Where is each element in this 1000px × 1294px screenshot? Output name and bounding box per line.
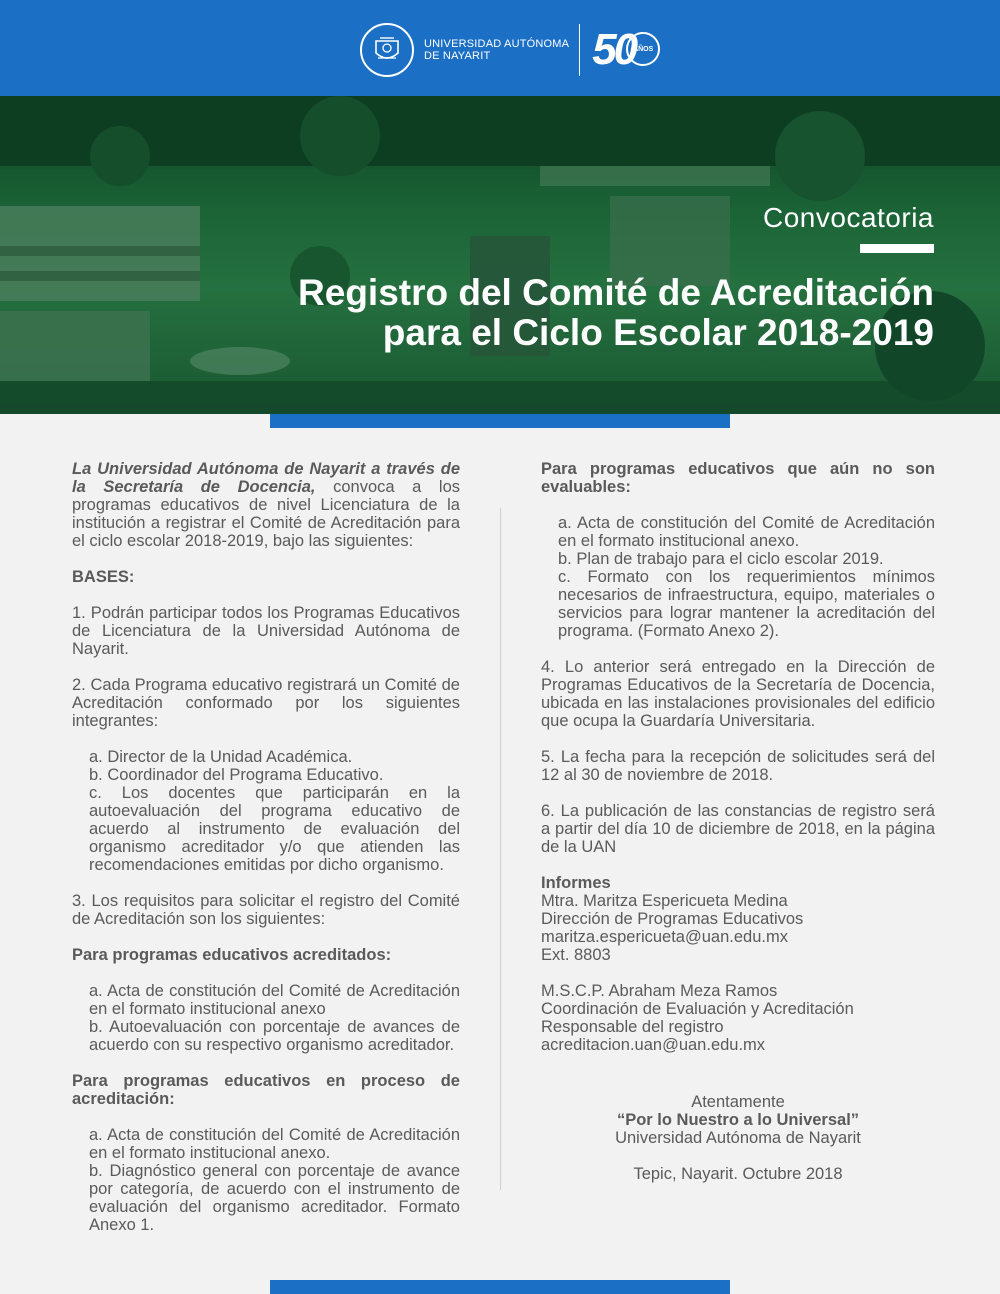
contact-2-email[interactable]: acreditacion.uan@uan.edu.mx — [541, 1036, 766, 1054]
accredited-list — [72, 982, 460, 1054]
bases-heading: BASES: — [72, 568, 135, 586]
base-2: 2. Cada Programa educativo registrará un Comité de Acreditación conformado por los siguientes integrantes: — [72, 676, 460, 730]
base-2-item-a: a. Director de la Unidad Académica. — [89, 748, 353, 766]
university-logo — [360, 22, 664, 78]
base-3: 3. Los requisitos para solicitar el registro del Comité de Acreditación son los siguientes: — [72, 892, 460, 928]
in-process-item-a: a. Acta de constitución del Comité de Acreditación en el formato institucional anexo. — [89, 1126, 460, 1162]
place-date: Tepic, Nayarit. Octubre 2018 — [633, 1165, 843, 1183]
left-column — [72, 460, 460, 1234]
university-seal-icon — [360, 23, 414, 77]
footer-accent-bar — [270, 1280, 730, 1294]
anniversary-logo — [588, 22, 664, 78]
base-1: 1. Podrán participar todos los Programas Educativos de Licenciatura de la Universidad Autónoma de Nayarit. — [72, 604, 460, 658]
page-title — [298, 273, 934, 353]
base-2-item-c: c. Los docentes que participarán en la autoevaluación del programa educativo de acuerdo al instrumento de evaluación del organismo acreditador y/o que atienden las recomendaciones emitidas por dicho organismo. — [89, 784, 460, 874]
closing-salutation: Atentamente — [691, 1093, 785, 1111]
in-process-heading: Para programas educativos en proceso de acreditación: — [72, 1072, 460, 1108]
page-title-line1: Registro del Comité de Acreditación — [298, 272, 934, 313]
column-divider — [500, 508, 501, 1190]
hero-banner — [0, 96, 1000, 414]
informes-heading: Informes — [541, 874, 611, 892]
accredited-heading: Para programas educativos acreditados: — [72, 946, 392, 964]
page-title-line2: para el Ciclo Escolar 2018-2019 — [382, 312, 934, 353]
base-2-list — [72, 748, 460, 874]
not-evaluable-item-a: a. Acta de constitución del Comité de Acreditación en el formato institucional anexo. — [558, 514, 935, 550]
contact-2-role: Coordinación de Evaluación y Acreditación — [541, 1000, 854, 1018]
anniversary-number: 50 — [592, 25, 636, 74]
closing-signature — [540, 1093, 936, 1183]
contact-2-name: M.S.C.P. Abraham Meza Ramos — [541, 982, 778, 1000]
closing-university: Universidad Autónoma de Nayarit — [615, 1129, 861, 1147]
hero-accent-bar — [270, 414, 730, 428]
in-process-item-b: b. Diagnóstico general con porcentaje de avance por categoría, de acuerdo con el instrumento de evaluación del organismo acreditador. Formato Anexo 1. — [89, 1162, 460, 1234]
anniversary-ring-icon — [626, 32, 660, 66]
intro-paragraph — [72, 460, 460, 550]
base-4: 4. Lo anterior será entregado en la Dirección de Programas Educativos de la Secretaría de Docencia, ubicada en las instalaciones provisionales del edificio que ocupa la Guardaría Universitaria. — [541, 658, 935, 730]
not-evaluable-heading: Para programas educativos que aún no son evaluables: — [541, 460, 935, 496]
university-name-line1: UNIVERSIDAD AUTÓNOMA — [424, 38, 570, 50]
kicker-underline — [860, 244, 934, 253]
in-process-list — [72, 1126, 460, 1234]
hero-title-block — [298, 202, 934, 353]
contact-2-role-2: Responsable del registro — [541, 1018, 724, 1036]
right-column — [541, 460, 935, 1054]
not-evaluable-item-c: c. Formato con los requerimientos mínimos necesarios de infraestructura, equipo, materiales o servicios para lograr mantener la acreditación del programa. (Formato Anexo 2). — [558, 568, 935, 640]
hero-kicker: Convocatoria — [763, 202, 934, 233]
header-bar — [0, 0, 1000, 96]
accredited-item-b: b. Autoevaluación con porcentaje de avances de acuerdo con su respectivo organismo acreditador. — [89, 1018, 460, 1054]
intro-text: convoca a los programas educativos de nivel Licenciatura de la institución a registrar el Comité de Acreditación para el ciclo escolar 2018-2019, bajo las siguientes: — [72, 478, 461, 550]
base-5: 5. La fecha para la recepción de solicitudes será del 12 al 30 de noviembre de 2018. — [541, 748, 935, 784]
contact-1 — [541, 892, 935, 964]
contact-1-role: Dirección de Programas Educativos — [541, 910, 804, 928]
contact-2 — [541, 982, 935, 1054]
contact-1-ext: Ext. 8803 — [541, 946, 611, 964]
university-name — [424, 38, 569, 62]
intro-emphasis: La Universidad Autónoma de Nayarit a través de la Secretaría de Docencia, — [72, 460, 460, 496]
university-motto: “Por lo Nuestro a lo Universal” — [616, 1111, 860, 1129]
base-2-item-b: b. Coordinador del Programa Educativo. — [89, 766, 384, 784]
base-6: 6. La publicación de las constancias de registro será a partir del día 10 de diciembre de 2018, en la página de la UAN — [541, 802, 935, 856]
logo-divider — [579, 24, 580, 76]
contact-1-email[interactable]: maritza.espericueta@uan.edu.mx — [541, 928, 788, 946]
accredited-item-a: a. Acta de constitución del Comité de Acreditación en el formato institucional anexo — [89, 982, 460, 1018]
anniversary-label: AÑOS — [633, 45, 654, 53]
university-name-line2: DE NAYARIT — [424, 50, 491, 62]
not-evaluable-item-b: b. Plan de trabajo para el ciclo escolar 2019. — [558, 550, 884, 568]
contact-1-name: Mtra. Maritza Espericueta Medina — [541, 892, 788, 910]
not-evaluable-list — [541, 514, 935, 640]
